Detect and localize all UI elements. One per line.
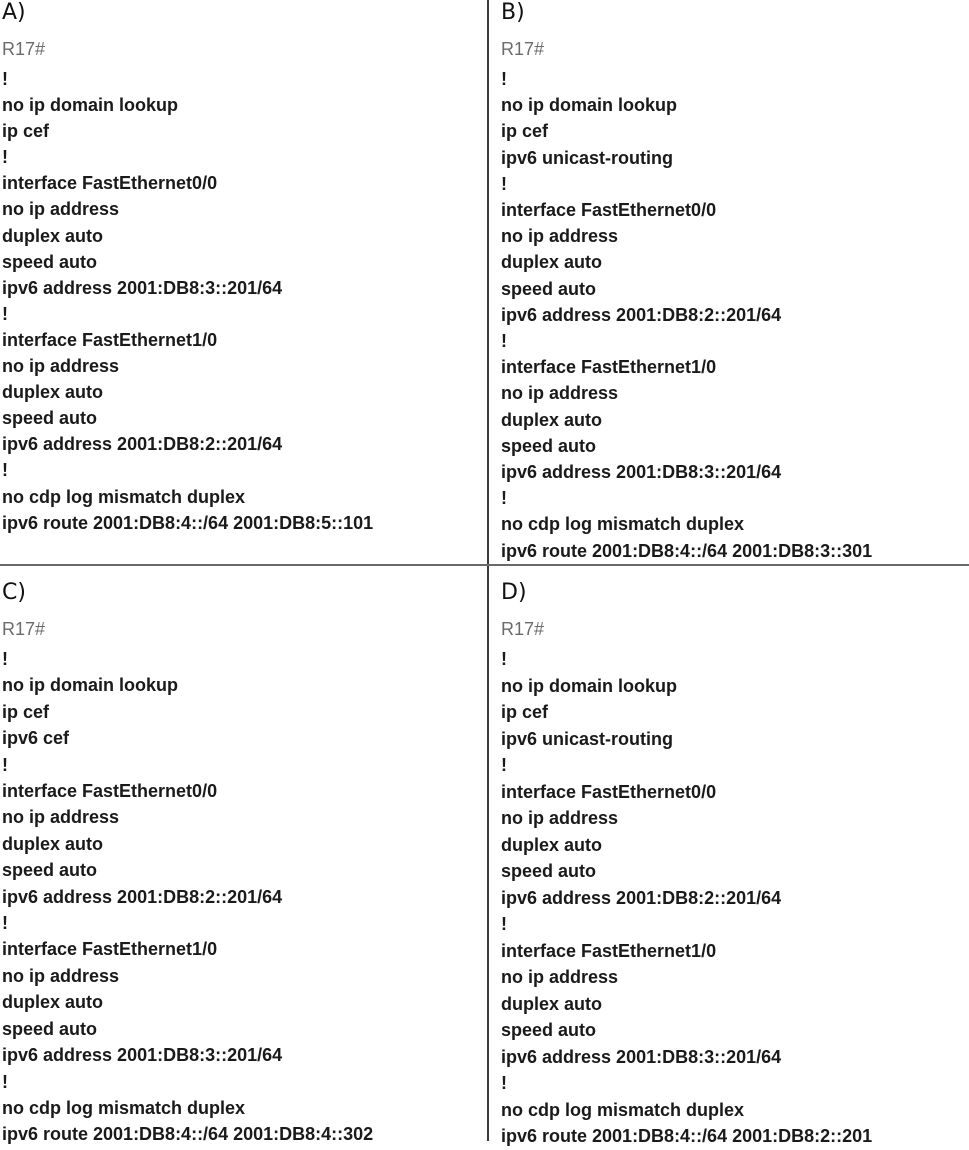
config-line: interface FastEthernet1/0 (501, 357, 717, 378)
config-separator: ! (501, 1073, 507, 1093)
config-line: duplex auto (501, 409, 603, 430)
config-line: ipv6 address 2001:DB8:2::201/64 (2, 886, 283, 907)
config-line: no ip address (2, 356, 120, 377)
config-line: ipv6 address 2001:DB8:3::201/64 (501, 462, 782, 483)
config-line: ip cef (2, 121, 50, 142)
config-line: no ip domain lookup (501, 95, 677, 116)
config-line: interface FastEthernet0/0 (2, 173, 218, 194)
option-d-panel (489, 566, 969, 1146)
config-line: no ip address (2, 199, 120, 220)
config-line: duplex auto (2, 992, 104, 1013)
config-line: speed auto (2, 251, 98, 272)
router-prompt: R17# (2, 39, 46, 59)
config-line: duplex auto (501, 993, 603, 1014)
option-letter: B) (501, 0, 525, 25)
config-line: ipv6 cef (2, 728, 70, 749)
config-line: no ip address (2, 807, 120, 828)
config-line: ip cef (501, 702, 549, 722)
config-line: no ip domain lookup (2, 95, 178, 116)
option-letter: D) (501, 580, 527, 605)
config-line: ipv6 unicast-routing (501, 147, 674, 168)
config-line: speed auto (2, 408, 98, 429)
option-c-panel (0, 566, 487, 1145)
config-line: speed auto (501, 861, 597, 881)
config-line: duplex auto (2, 382, 104, 403)
option-b-panel (489, 0, 969, 564)
config-line: no cdp log mismatch duplex (501, 1099, 745, 1120)
config-line: no ip address (501, 967, 619, 987)
config-line: speed auto (501, 278, 597, 299)
config-separator: ! (2, 460, 8, 481)
config-separator: ! (2, 147, 8, 168)
config-line: ipv6 address 2001:DB8:2::201/64 (2, 434, 283, 455)
config-line: speed auto (2, 1018, 98, 1039)
config-line: no ip domain lookup (501, 675, 677, 696)
config-line: ipv6 route 2001:DB8:4::/64 2001:DB8:3::301 (501, 540, 873, 561)
config-listing (2, 66, 487, 536)
config-line: ipv6 address 2001:DB8:2::201/64 (501, 304, 782, 325)
config-line: ipv6 unicast-routing (501, 728, 674, 749)
config-line: interface FastEthernet0/0 (2, 781, 218, 802)
config-separator: ! (501, 649, 507, 669)
config-line: interface FastEthernet0/0 (501, 200, 717, 221)
config-line: duplex auto (501, 252, 603, 273)
config-line: interface FastEthernet1/0 (2, 939, 218, 960)
config-line: speed auto (501, 1020, 597, 1040)
config-line: duplex auto (2, 833, 104, 854)
config-line: ipv6 route 2001:DB8:4::/64 2001:DB8:2::201 (501, 1126, 873, 1146)
config-line: ip cef (501, 121, 549, 142)
config-line: no ip address (501, 226, 619, 247)
config-line: ipv6 route 2001:DB8:4::/64 2001:DB8:5::101 (2, 512, 374, 533)
config-line: ipv6 address 2001:DB8:3::201/64 (2, 277, 283, 298)
config-separator: ! (501, 755, 507, 775)
config-separator: ! (2, 649, 8, 669)
config-listing (501, 66, 969, 564)
config-separator: ! (2, 303, 8, 324)
option-letter: C) (2, 580, 26, 605)
config-line: no cdp log mismatch duplex (2, 486, 246, 507)
config-line: no ip address (501, 383, 619, 404)
config-line: speed auto (501, 435, 597, 456)
option-letter: A) (2, 0, 26, 25)
config-separator: ! (501, 488, 507, 509)
config-separator: ! (2, 1071, 8, 1092)
config-separator: ! (2, 754, 8, 775)
config-line: no ip domain lookup (2, 675, 178, 696)
config-line: duplex auto (501, 834, 603, 855)
config-line: interface FastEthernet0/0 (501, 781, 717, 802)
config-line: interface FastEthernet1/0 (2, 329, 218, 350)
config-line: duplex auto (2, 225, 104, 246)
config-line: speed auto (2, 860, 98, 881)
config-line: ipv6 route 2001:DB8:4::/64 2001:DB8:4::302 (2, 1124, 374, 1145)
config-separator: ! (501, 69, 507, 89)
config-line: no cdp log mismatch duplex (2, 1097, 246, 1118)
config-line: no ip address (501, 808, 619, 828)
config-line: ipv6 address 2001:DB8:3::201/64 (2, 1045, 283, 1066)
config-separator: ! (501, 331, 507, 352)
config-line: interface FastEthernet1/0 (501, 940, 717, 961)
config-line: ipv6 address 2001:DB8:3::201/64 (501, 1046, 782, 1067)
config-separator: ! (501, 914, 507, 934)
config-line: ipv6 address 2001:DB8:2::201/64 (501, 887, 782, 908)
config-listing (501, 646, 969, 1150)
router-prompt: R17# (501, 619, 545, 639)
config-separator: ! (501, 173, 507, 194)
config-line: no cdp log mismatch duplex (501, 514, 745, 535)
config-separator: ! (2, 69, 8, 89)
option-a-panel (0, 0, 487, 564)
config-listing (2, 646, 487, 1148)
config-line: ip cef (2, 701, 50, 722)
config-separator: ! (2, 913, 8, 934)
config-line: no ip address (2, 965, 120, 986)
router-prompt: R17# (501, 39, 545, 59)
router-prompt: R17# (2, 619, 46, 639)
